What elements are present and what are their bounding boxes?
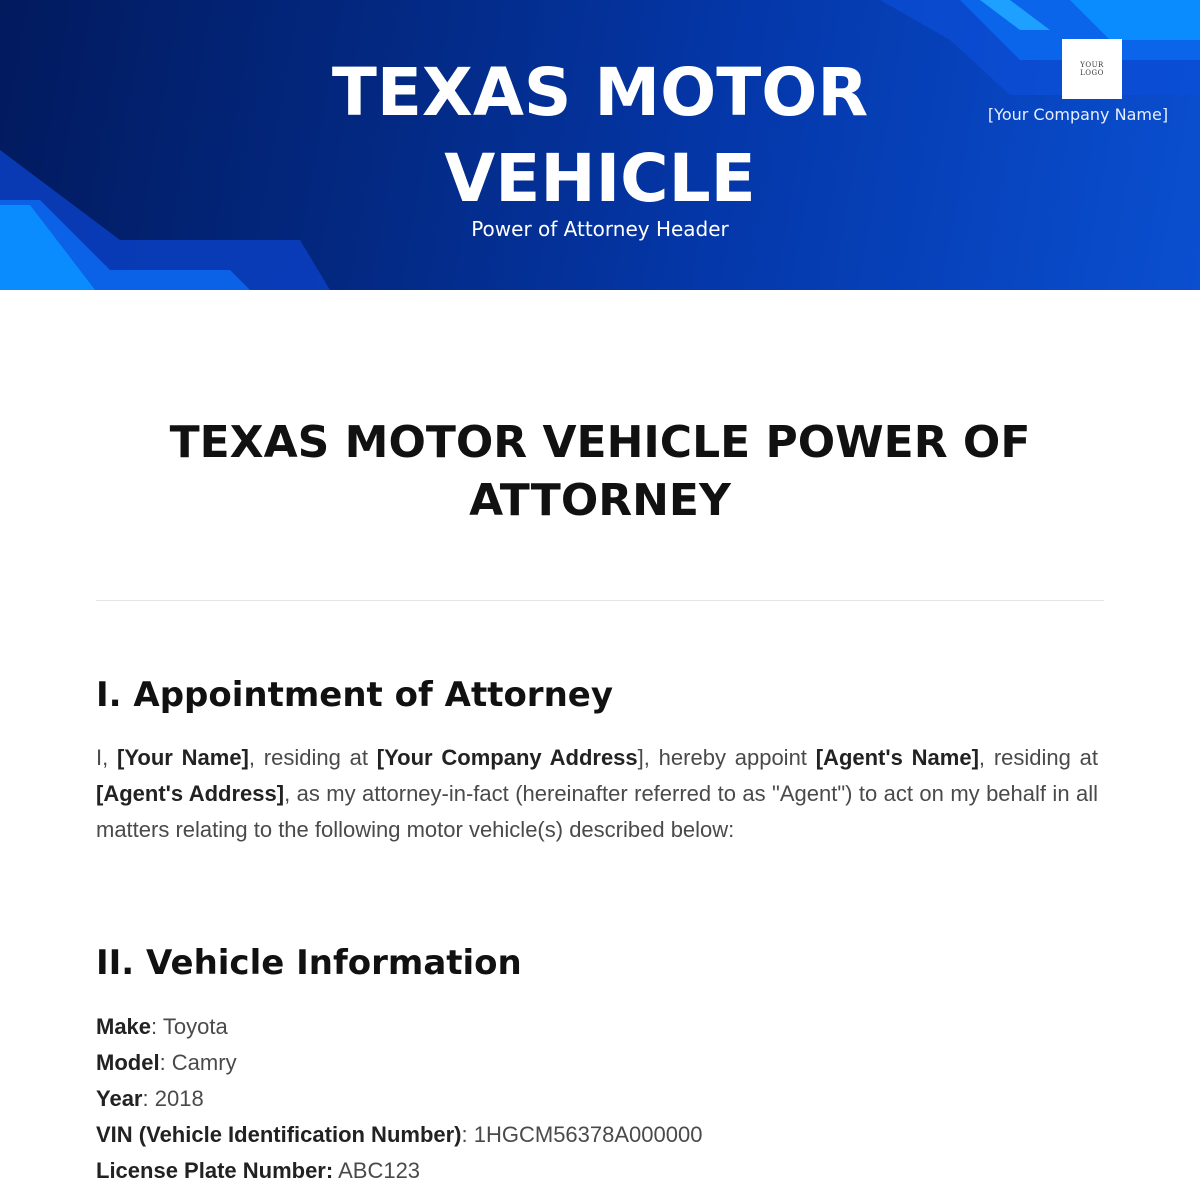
field-separator: :: [159, 1050, 172, 1075]
section-heading-appointment: I. Appointment of Attorney: [96, 675, 614, 715]
placeholder-your-name: [Your Name]: [117, 745, 249, 770]
field-separator: :: [461, 1122, 474, 1147]
document-title-line2: ATTORNEY: [469, 475, 731, 526]
para-text: ], hereby appoint: [637, 745, 816, 770]
banner-subtitle: Power of Attorney Header: [471, 217, 729, 241]
header-banner: [0, 0, 1200, 290]
placeholder-company-address: [Your Company Address: [376, 745, 638, 770]
para-text: , as my attorney-in-fact (hereinafter referred to as "Agent") to act on my behalf in all matters relating to the following motor vehicle(s) described below:: [96, 781, 1098, 842]
para-text: , residing at: [978, 745, 1099, 770]
document-title-line1: TEXAS MOTOR VEHICLE POWER OF: [169, 417, 1031, 468]
vehicle-fields: [96, 1009, 1104, 1189]
field-vin: [96, 1117, 1104, 1153]
placeholder-agent-address: [Agent's Address]: [96, 781, 285, 806]
field-separator: :: [142, 1086, 155, 1111]
field-label: Make: [96, 1014, 152, 1039]
appointment-paragraph: [96, 740, 1098, 848]
para-text: , residing at: [248, 745, 377, 770]
placeholder-agent-name: [Agent's Name]: [815, 745, 979, 770]
logo-text-line2: LOGO: [1080, 69, 1104, 77]
logo-text-line1: YOUR: [1080, 61, 1104, 69]
field-license-plate: [96, 1153, 1104, 1189]
field-label: License Plate Number:: [96, 1158, 334, 1183]
field-year: [96, 1081, 1104, 1117]
field-value: ABC123: [338, 1158, 421, 1183]
field-separator: :: [151, 1014, 163, 1039]
banner-title-line1: TEXAS MOTOR: [331, 54, 869, 131]
company-name: [Your Company Name]: [987, 105, 1169, 124]
field-value: 1HGCM56378A000000: [473, 1122, 703, 1147]
banner-title-line2: VEHICLE: [444, 140, 756, 217]
field-value: Toyota: [162, 1014, 228, 1039]
company-logo: [1062, 39, 1122, 99]
field-model: [96, 1045, 1104, 1081]
field-label: Year: [96, 1086, 143, 1111]
field-value: Camry: [171, 1050, 237, 1075]
field-label: Model: [96, 1050, 160, 1075]
banner-title: [0, 50, 1200, 222]
field-label: VIN (Vehicle Identification Number): [96, 1122, 462, 1147]
section-heading-vehicle-info: II. Vehicle Information: [96, 943, 522, 983]
title-divider: [96, 600, 1104, 601]
field-value: 2018: [154, 1086, 204, 1111]
para-text: I,: [96, 745, 118, 770]
field-make: [96, 1009, 1104, 1045]
document-title: [96, 414, 1104, 530]
